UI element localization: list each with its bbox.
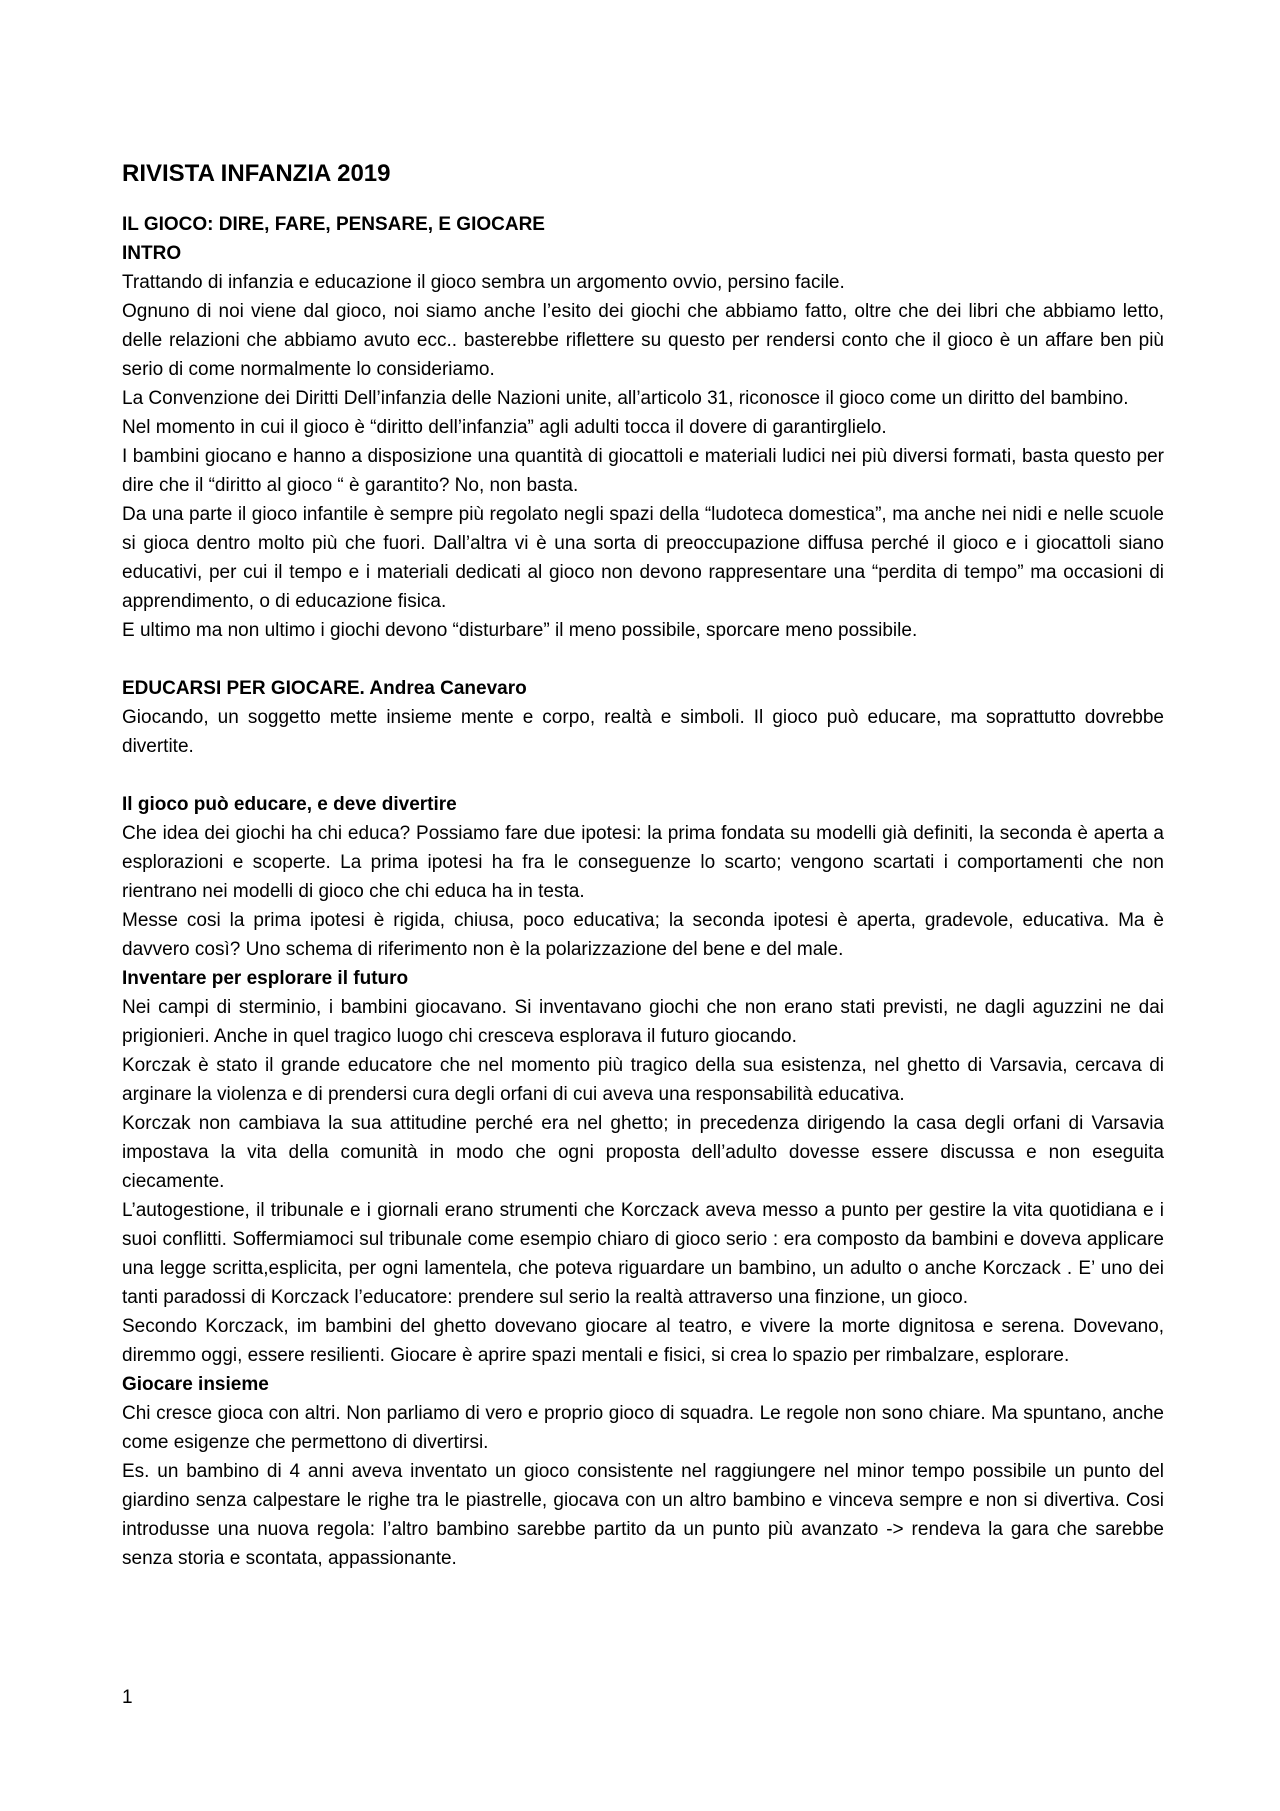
spacer [122, 645, 1164, 674]
section-heading-inventare: Inventare per esplorare il futuro [122, 968, 409, 989]
spacer [122, 761, 1164, 790]
document-page [122, 158, 1164, 1573]
paragraph: Nel momento in cui il gioco è “diritto dell’infanzia” agli adulti tocca il dovere di garantirglielo. [122, 417, 887, 438]
paragraph: Nei campi di sterminio, i bambini giocavano. Si inventavano giochi che non erano stati previsti, ne dagli aguzzini ne dai prigionieri. Anche in quel tragico luogo chi cresceva esplorava il futuro giocando. [122, 997, 1164, 1047]
document-title: RIVISTA INFANZIA 2019 [122, 160, 391, 187]
paragraph: I bambini giocano e hanno a disposizione una quantità di giocattoli e materiali ludici nei più diversi formati, basta questo per dire che il “diritto al gioco “ è garantito? No, non basta. [122, 446, 1164, 496]
paragraph: Da una parte il gioco infantile è sempre più regolato negli spazi della “ludoteca domestica”, ma anche nei nidi e nelle scuole si gioca dentro molto più che fuori. Dall’altra vi è una sorta di preoccupazione diffusa perché il gioco e i giocattoli siano educativi, per cui il tempo e i materiali dedicati al gioco non devono rappresentare una “perdita di tempo” ma occasioni di apprendimento, o di educazione fisica. [122, 504, 1164, 612]
paragraph: Es. un bambino di 4 anni aveva inventato un gioco consistente nel raggiungere nel minor tempo possibile un punto del giardino senza calpestare le righe tra le piastrelle, giocava con un altro bambino e vinceva sempre e non si divertiva. Cosi introdusse una nuova regola: l’altro bambino sarebbe partito da un punto più avanzato -> rendeva la gara che sarebbe senza storia e scontata, appassionante. [122, 1461, 1164, 1569]
paragraph: Chi cresce gioca con altri. Non parliamo di vero e proprio gioco di squadra. Le regole non sono chiare. Ma spuntano, anche come esigenze che permettono di divertirsi. [122, 1403, 1164, 1453]
page-number: 1 [122, 1687, 133, 1708]
section-subheading-intro: INTRO [122, 243, 182, 264]
paragraph: Trattando di infanzia e educazione il gioco sembra un argomento ovvio, persino facile. [122, 272, 845, 293]
paragraph: Ognuno di noi viene dal gioco, noi siamo anche l’esito dei giochi che abbiamo fatto, oltre che dei libri che abbiamo letto, delle relazioni che abbiamo avuto ecc.. basterebbe riflettere su questo per rendersi conto che il gioco è un affare ben più serio di come normalmente lo consideriamo. [122, 301, 1164, 380]
paragraph: Giocando, un soggetto mette insieme mente e corpo, realtà e simboli. Il gioco può educare, ma soprattutto dovrebbe divertite. [122, 707, 1164, 757]
paragraph: E ultimo ma non ultimo i giochi devono “disturbare” il meno possibile, sporcare meno possibile. [122, 620, 918, 641]
section-heading-il-gioco-puo-educare: Il gioco può educare, e deve divertire [122, 794, 457, 815]
paragraph: Korczak è stato il grande educatore che nel momento più tragico della sua esistenza, nel ghetto di Varsavia, cercava di arginare la violenza e di prendersi cura degli orfani di cui aveva una responsabilità educativa. [122, 1055, 1164, 1105]
paragraph: Korczak non cambiava la sua attitudine perché era nel ghetto; in precedenza dirigendo la casa degli orfani di Varsavia impostava la vita della comunità in modo che ogni proposta dell’adulto dovesse essere discussa e non eseguita ciecamente. [122, 1113, 1164, 1192]
paragraph: Messe cosi la prima ipotesi è rigida, chiusa, poco educativa; la seconda ipotesi è aperta, gradevole, educativa. Ma è davvero così? Uno schema di riferimento non è la polarizzazione del bene e del male. [122, 910, 1164, 960]
paragraph: Secondo Korczack, im bambini del ghetto dovevano giocare al teatro, e vivere la morte dignitosa e serena. Dovevano, diremmo oggi, essere resilienti. Giocare è aprire spazi mentali e fisici, si crea lo spazio per rimbalzare, esplorare. [122, 1316, 1164, 1366]
paragraph: L’autogestione, il tribunale e i giornali erano strumenti che Korczack aveva messo a punto per gestire la vita quotidiana e i suoi conflitti. Soffermiamoci sul tribunale come esempio chiaro di gioco serio : era composto da bambini e doveva applicare una legge scritta,esplicita, per ogni lamentela, che poteva riguardare un bambino, un adulto o anche Korczack . E’ uno dei tanti paradossi di Korczack l’educatore: prendere sul serio la realtà attraverso una finzione, un gioco. [122, 1200, 1164, 1308]
section-heading-giocare-insieme: Giocare insieme [122, 1374, 269, 1395]
section-heading-il-gioco: IL GIOCO: DIRE, FARE, PENSARE, E GIOCARE [122, 214, 545, 235]
paragraph: Che idea dei giochi ha chi educa? Possiamo fare due ipotesi: la prima fondata su modelli già definiti, la seconda è aperta a esplorazioni e scoperte. La prima ipotesi ha fra le conseguenze lo scarto; vengono scartati i comportamenti che non rientrano nei modelli di gioco che chi educa ha in testa. [122, 823, 1164, 902]
paragraph: La Convenzione dei Diritti Dell’infanzia delle Nazioni unite, all’articolo 31, riconosce il gioco come un diritto del bambino. [122, 388, 1129, 409]
section-heading-educarsi: EDUCARSI PER GIOCARE. Andrea Canevaro [122, 678, 527, 699]
